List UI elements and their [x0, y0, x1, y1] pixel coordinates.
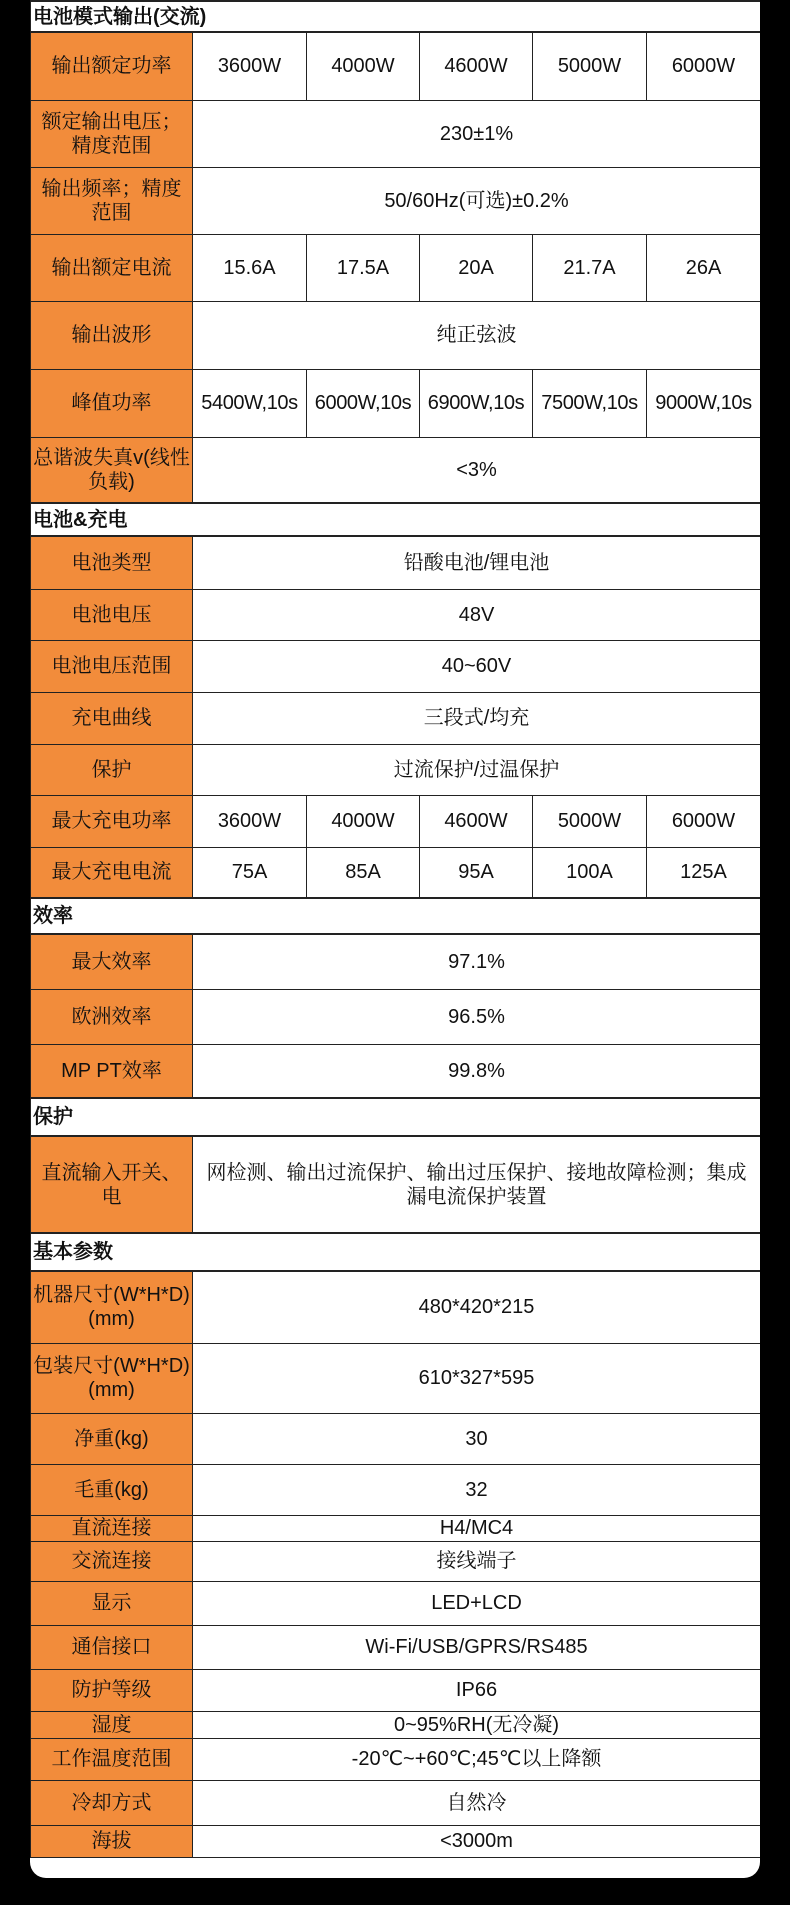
table-row: [31, 1581, 761, 1625]
row-label: 输出额定电流: [31, 234, 193, 301]
table-row: [31, 795, 761, 847]
spec-table: [30, 0, 760, 1858]
cell-value: <3000m: [193, 1825, 761, 1857]
section-row: [31, 898, 761, 934]
row-label: 包装尺寸(W*H*D)(mm): [31, 1343, 193, 1413]
row-label: 总谐波失真v(线性负载): [31, 437, 193, 503]
table-row: [31, 1711, 761, 1738]
table-row: [31, 301, 761, 369]
table-row: [31, 167, 761, 234]
cell-value: 5400W,10s: [193, 369, 307, 437]
table-row: [31, 1044, 761, 1098]
table-row: [31, 536, 761, 589]
section-title-battery: 电池&充电: [31, 503, 761, 536]
cell-value: 7500W,10s: [533, 369, 647, 437]
section-title-efficiency: 效率: [31, 898, 761, 934]
cell-value: <3%: [193, 437, 761, 503]
table-row: [31, 692, 761, 744]
table-row: [31, 640, 761, 692]
row-label: 海拔: [31, 1825, 193, 1857]
row-label: 最大充电功率: [31, 795, 193, 847]
row-label: 工作温度范围: [31, 1738, 193, 1780]
cell-value: 6000W,10s: [307, 369, 420, 437]
table-row: [31, 1413, 761, 1464]
row-label: 电池电压范围: [31, 640, 193, 692]
section-title-basic: 基本参数: [31, 1233, 761, 1271]
spec-sheet: [30, 0, 760, 1878]
table-row: [31, 1515, 761, 1541]
cell-value: 4600W: [420, 795, 533, 847]
section-title-ac-output: 电池模式输出(交流): [31, 1, 761, 32]
table-row: [31, 934, 761, 989]
row-label: 显示: [31, 1581, 193, 1625]
cell-value: 网检测、输出过流保护、输出过压保护、接地故障检测；集成漏电流保护装置: [193, 1136, 761, 1233]
cell-value: 32: [193, 1464, 761, 1515]
cell-value: 75A: [193, 847, 307, 898]
cell-value: 100A: [533, 847, 647, 898]
cell-value: LED+LCD: [193, 1581, 761, 1625]
row-label: 欧洲效率: [31, 989, 193, 1044]
table-row: [31, 1669, 761, 1711]
row-label: 交流连接: [31, 1541, 193, 1581]
cell-value: 50/60Hz(可选)±0.2%: [193, 167, 761, 234]
cell-value: 5000W: [533, 795, 647, 847]
cell-value: 3600W: [193, 795, 307, 847]
table-row: [31, 32, 761, 100]
cell-value: 6900W,10s: [420, 369, 533, 437]
cell-value: 铅酸电池/锂电池: [193, 536, 761, 589]
cell-value: 6000W: [647, 795, 761, 847]
table-row: [31, 369, 761, 437]
table-row: [31, 1780, 761, 1825]
cell-value: 6000W: [647, 32, 761, 100]
cell-value: 20A: [420, 234, 533, 301]
row-label: 直流输入开关、电: [31, 1136, 193, 1233]
row-label: 峰值功率: [31, 369, 193, 437]
table-row: [31, 847, 761, 898]
table-row: [31, 1343, 761, 1413]
cell-value: 40~60V: [193, 640, 761, 692]
cell-value: 3600W: [193, 32, 307, 100]
row-label: 输出频率；精度范围: [31, 167, 193, 234]
cell-value: 99.8%: [193, 1044, 761, 1098]
cell-value: H4/MC4: [193, 1515, 761, 1541]
cell-value: 480*420*215: [193, 1271, 761, 1343]
cell-value: 610*327*595: [193, 1343, 761, 1413]
row-label: 机器尺寸(W*H*D)(mm): [31, 1271, 193, 1343]
table-row: [31, 1136, 761, 1233]
section-row: [31, 503, 761, 536]
row-label: 最大充电电流: [31, 847, 193, 898]
table-row: [31, 1625, 761, 1669]
cell-value: 自然冷: [193, 1780, 761, 1825]
table-row: [31, 1271, 761, 1343]
cell-value: 5000W: [533, 32, 647, 100]
section-title-protection: 保护: [31, 1098, 761, 1136]
row-label: 输出波形: [31, 301, 193, 369]
cell-value: 9000W,10s: [647, 369, 761, 437]
section-row: [31, 1233, 761, 1271]
row-label: 输出额定功率: [31, 32, 193, 100]
row-label: 毛重(kg): [31, 1464, 193, 1515]
table-row: [31, 234, 761, 301]
cell-value: 30: [193, 1413, 761, 1464]
table-row: [31, 744, 761, 795]
row-label: 净重(kg): [31, 1413, 193, 1464]
cell-value: 95A: [420, 847, 533, 898]
table-row: [31, 1464, 761, 1515]
cell-value: 230±1%: [193, 100, 761, 167]
cell-value: Wi-Fi/USB/GPRS/RS485: [193, 1625, 761, 1669]
row-label: 电池电压: [31, 589, 193, 640]
cell-value: 过流保护/过温保护: [193, 744, 761, 795]
row-label: 防护等级: [31, 1669, 193, 1711]
cell-value: 48V: [193, 589, 761, 640]
table-row: [31, 589, 761, 640]
cell-value: 26A: [647, 234, 761, 301]
cell-value: 125A: [647, 847, 761, 898]
row-label: 湿度: [31, 1711, 193, 1738]
cell-value: 96.5%: [193, 989, 761, 1044]
cell-value: 21.7A: [533, 234, 647, 301]
cell-value: IP66: [193, 1669, 761, 1711]
cell-value: 97.1%: [193, 934, 761, 989]
row-label: 最大效率: [31, 934, 193, 989]
table-row: [31, 1738, 761, 1780]
section-row: [31, 1098, 761, 1136]
cell-value: 4000W: [307, 795, 420, 847]
table-row: [31, 437, 761, 503]
cell-value: 17.5A: [307, 234, 420, 301]
row-label: 冷却方式: [31, 1780, 193, 1825]
cell-value: 三段式/均充: [193, 692, 761, 744]
cell-value: -20℃~+60℃;45℃以上降额: [193, 1738, 761, 1780]
cell-value: 4600W: [420, 32, 533, 100]
cell-value: 85A: [307, 847, 420, 898]
table-row: [31, 100, 761, 167]
row-label: 额定输出电压；精度范围: [31, 100, 193, 167]
row-label: 充电曲线: [31, 692, 193, 744]
cell-value: 接线端子: [193, 1541, 761, 1581]
row-label: 保护: [31, 744, 193, 795]
row-label: MP PT效率: [31, 1044, 193, 1098]
row-label: 直流连接: [31, 1515, 193, 1541]
table-row: [31, 1825, 761, 1857]
cell-value: 4000W: [307, 32, 420, 100]
section-row: [31, 1, 761, 32]
cell-value: 15.6A: [193, 234, 307, 301]
row-label: 电池类型: [31, 536, 193, 589]
table-row: [31, 989, 761, 1044]
cell-value: 0~95%RH(无冷凝): [193, 1711, 761, 1738]
cell-value: 纯正弦波: [193, 301, 761, 369]
table-row: [31, 1541, 761, 1581]
row-label: 通信接口: [31, 1625, 193, 1669]
